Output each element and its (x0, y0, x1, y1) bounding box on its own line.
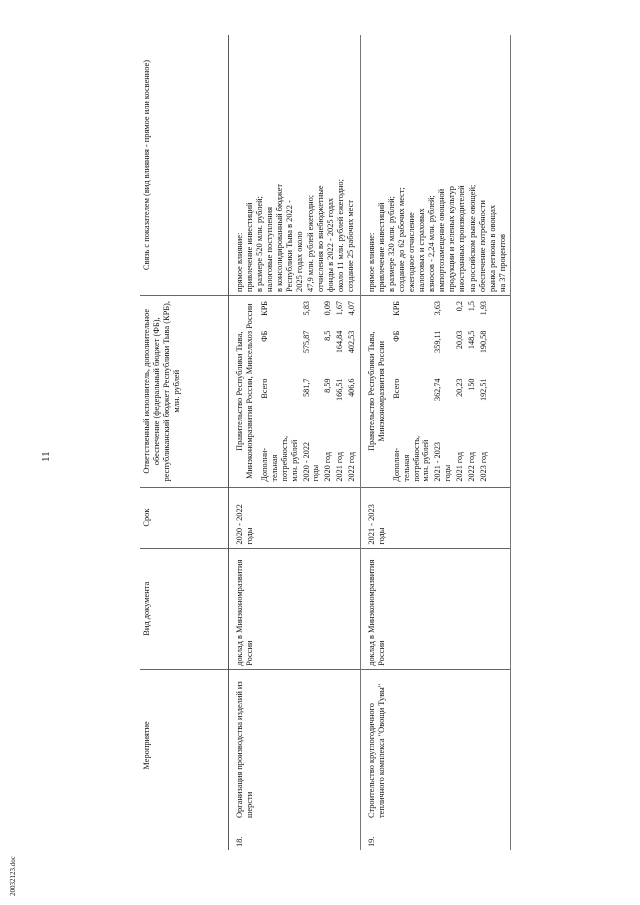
link-line: привлечение инвестиций (245, 202, 255, 292)
funding-period: 2020 год (323, 451, 333, 482)
row-event: Строительство круглогодичного тепличного комплекса "Овощи Тувы" (360, 669, 510, 821)
funding-total: 8,59 (323, 378, 333, 393)
measures-table-frame (140, 35, 580, 850)
link-line: создание 25 рабочих мест (345, 199, 355, 292)
funding-fb: 164,84 (335, 330, 345, 354)
link-line: на российском рынке овощей; (467, 184, 477, 292)
link-line: Республики Тыва в 2022 - (285, 200, 295, 292)
row-link (229, 35, 361, 295)
funding-total: 20,23 (454, 378, 464, 397)
link-line: импортозамещение овощной (437, 188, 447, 292)
header-link: Связь с показателем (вид влияния - прямое или косвенное) (140, 35, 229, 295)
link-line: продукции и зеленых культур (447, 186, 457, 292)
header-term: Срок (140, 487, 229, 548)
responsible-title: Правительство Республики Тыва, Минэкономразвития России, Минсельхоз России (235, 303, 255, 480)
funding-period: 2021 год (335, 451, 345, 482)
row-term: 2021 - 2023 годы (360, 487, 510, 548)
funding-header (391, 299, 432, 484)
link-line: 2025 годах около (295, 231, 305, 292)
link-line: обеспечение потребности (477, 200, 487, 292)
link-line: на 37 процентов (497, 233, 507, 292)
link-line: рынка региона в овощах (487, 204, 497, 292)
link-line: создание до 62 рабочих мест; (396, 187, 406, 292)
funding-period: 2022 год (466, 451, 476, 482)
row-responsible (360, 295, 510, 487)
header-event: Мероприятие (140, 669, 229, 821)
funding-fb: 148,5 (466, 330, 476, 350)
link-line: ежегодное отчисление (407, 212, 417, 292)
funding-fb: 359,11 (433, 330, 443, 353)
funding-period: 2021 год (454, 451, 464, 482)
funding-krb: 3,63 (433, 300, 443, 316)
row-doc-type: доклад в Минэкономразвития России (229, 548, 361, 669)
link-line: в размере 320 млн. рублей; (386, 196, 396, 292)
funding-fb: 8,5 (323, 330, 333, 341)
funding-total: 406,6 (346, 378, 356, 397)
funding-row (466, 299, 478, 484)
funding-label: Дополни-тельная потребность, млн. рублей (260, 435, 299, 482)
funding-total: 192,51 (478, 378, 488, 401)
document-id: 20032123.doc (9, 856, 17, 896)
funding-krb-header: КРБ (391, 300, 401, 316)
header-responsible: Ответственный исполнитель, дополнительное обеспечение (федеральный бюджет (ФБ), республиканский бюджет Республики Тыва (КРБ), млн. рублей (140, 295, 229, 487)
row-responsible (229, 295, 361, 487)
funding-krb: 1,93 (478, 300, 488, 316)
funding-krb: 1,5 (466, 300, 476, 312)
funding-label: Дополни-тельная потребность, млн. рублей (391, 435, 431, 482)
row-doc-type: доклад в Минэкономразвития России (360, 548, 510, 669)
row-term: 2020 - 2022 годы (229, 487, 361, 548)
link-line: в консолидированный бюджет (275, 183, 285, 292)
row-number: 19. (360, 821, 510, 850)
link-line: около 11 млн. рублей ежегодно; (335, 179, 345, 292)
link-line: прямое влияние: (235, 232, 244, 292)
link-line: 47,9 млн. рублей ежегодно; (305, 194, 315, 292)
funding-fb: 575,87 (301, 330, 311, 354)
funding-krb-header: КРБ (260, 300, 270, 316)
funding-header (259, 299, 300, 484)
funding-fb: 190,58 (478, 330, 488, 354)
link-line: привлечение инвестиций (376, 202, 386, 292)
funding-period: 2022 год (346, 451, 356, 482)
link-line: отчисления во внебюджетные (315, 185, 325, 292)
funding-row (322, 299, 334, 484)
funding-row (334, 299, 346, 484)
link-line: иностранных производителей (457, 185, 467, 292)
funding-period: 2021 - 2023 годы (433, 441, 453, 482)
funding-row (432, 299, 454, 484)
link-line: налоговые поступления (265, 207, 275, 292)
funding-total-header: Всего (391, 378, 401, 399)
funding-period: 2020 - 2022 годы (301, 441, 321, 482)
funding-subtable (391, 299, 490, 484)
funding-row (454, 299, 466, 484)
link-line: налоговых и страховых (417, 208, 427, 292)
funding-total: 581,7 (301, 378, 311, 397)
header-doc-type: Вид документа (140, 548, 229, 669)
funding-krb: 5,83 (301, 300, 311, 316)
funding-total-header: Всего (260, 378, 270, 399)
funding-subtable (259, 299, 358, 484)
funding-krb: 0,09 (323, 300, 333, 316)
row-link (360, 35, 510, 295)
row-event: Организация производства изделий из шерсти (229, 669, 361, 821)
funding-fb: 20,03 (454, 330, 464, 350)
funding-krb: 4,07 (346, 300, 356, 316)
funding-total: 362,74 (433, 378, 443, 401)
funding-row (301, 299, 323, 484)
link-line: в размере 520 млн. рублей; (255, 196, 265, 292)
measures-table (140, 35, 511, 850)
link-line: прямое влияние: (366, 232, 376, 292)
responsible-title: Правительство Республики Тыва, Минэкономразвития России (366, 331, 386, 451)
funding-krb: 0,2 (454, 300, 464, 312)
row-number: 18. (229, 821, 361, 850)
funding-fb-header: ФБ (260, 330, 270, 342)
funding-row (478, 299, 490, 484)
link-line: взносов - 2,24 млн. рублей; (427, 195, 437, 292)
funding-fb: 402,53 (346, 330, 356, 354)
funding-fb-header: ФБ (391, 330, 401, 342)
funding-total: 150 (466, 378, 476, 391)
table-row (360, 35, 510, 850)
header-num (140, 821, 229, 850)
funding-total: 166,51 (335, 378, 345, 401)
table-header-row (140, 35, 229, 850)
funding-period: 2023 год (478, 451, 488, 482)
table-row (229, 35, 361, 850)
funding-krb: 1,67 (335, 300, 345, 316)
link-line: фонды в 2022 - 2025 годах (325, 197, 335, 292)
funding-row (346, 299, 358, 484)
page-number: 11 (40, 451, 52, 462)
